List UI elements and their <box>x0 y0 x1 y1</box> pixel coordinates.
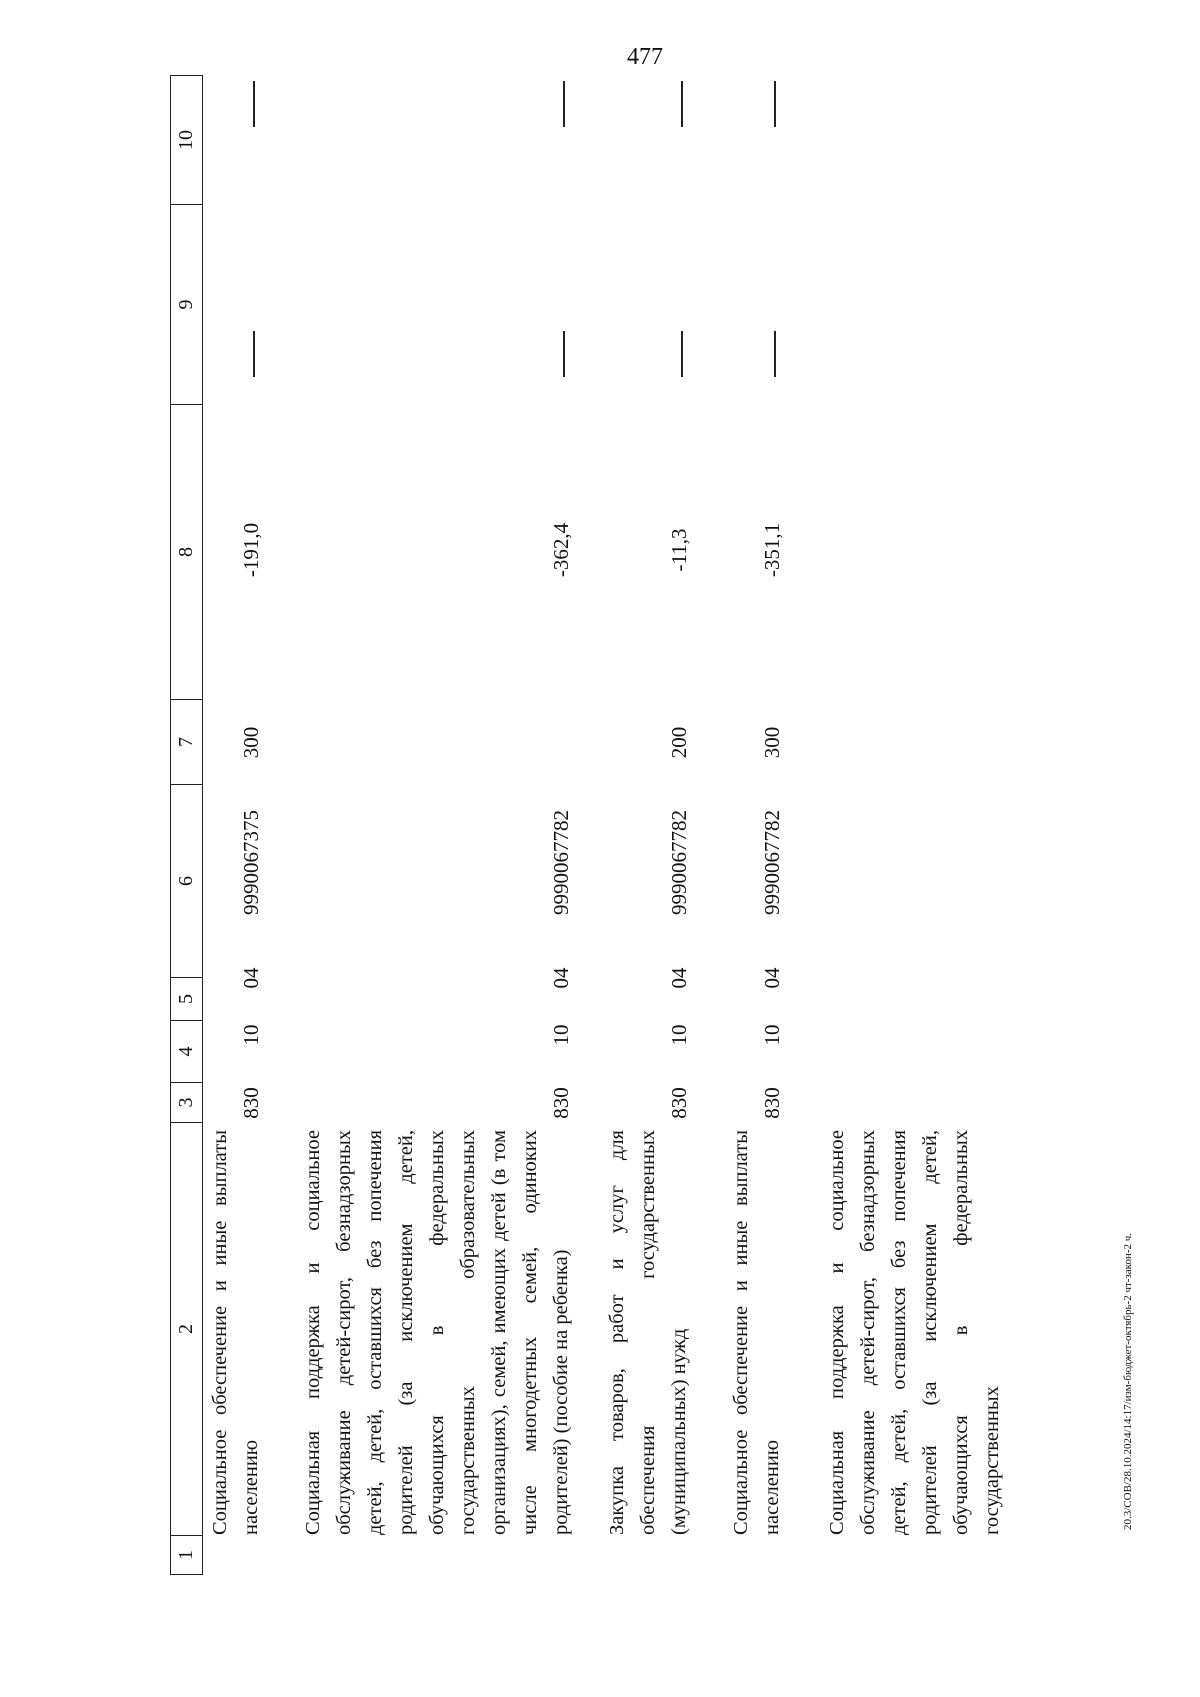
row-dash-col10 <box>681 81 683 127</box>
page-number: 477 <box>627 44 663 70</box>
row-description: Социальное обеспечение и иные выплаты населению <box>209 1130 262 1535</box>
row-dash-col9 <box>253 331 255 377</box>
row-amount: -191,0 <box>239 522 263 578</box>
row-dash-col9 <box>774 331 776 377</box>
row-dash-col10 <box>774 81 776 127</box>
column-header-1: 1 <box>170 1535 203 1575</box>
row-expense-type: 300 <box>760 726 784 759</box>
row-dash-col9 <box>681 331 683 377</box>
row-subsection: 04 <box>760 967 784 989</box>
column-header-6: 6 <box>170 784 203 977</box>
row-code-830: 830 <box>667 1087 691 1119</box>
row-dash-col10 <box>563 81 565 127</box>
row-section: 10 <box>667 1024 691 1046</box>
column-header-2: 2 <box>170 1122 203 1535</box>
row-section: 10 <box>549 1024 573 1046</box>
row-code-830: 830 <box>549 1087 573 1119</box>
column-header-5: 5 <box>170 977 203 1020</box>
footer-code: 20.3/СОВ/28.10.2024/14:17/изм-бюджет-октябрь-2 чт-закон-2 ч. <box>1122 1232 1134 1530</box>
rotated-budget-table <box>170 75 1050 1575</box>
column-header-10: 10 <box>170 75 203 204</box>
row-amount: -351,1 <box>760 522 784 578</box>
row-subsection: 04 <box>667 967 691 989</box>
column-header-7: 7 <box>170 699 203 784</box>
row-expense-type: 300 <box>239 726 263 759</box>
column-header-4: 4 <box>170 1020 203 1082</box>
row-description: Закупка товаров, работ и услуг для обеспечения государственных (муниципальных) нужд <box>606 1130 690 1535</box>
row-target-article: 9990067782 <box>667 810 691 915</box>
row-amount: -362,4 <box>549 522 573 578</box>
column-header-3: 3 <box>170 1082 203 1122</box>
column-header-8: 8 <box>170 404 203 699</box>
row-dash-col9 <box>563 331 565 377</box>
row-description: Социальная поддержка и социальное обслуживание детей-сирот, безнадзорных детей, детей, оставшихся без попечения родителей (за исключением детей, обучающихся в федеральных государственных <box>826 1130 1003 1535</box>
row-section: 10 <box>760 1024 784 1046</box>
row-target-article: 9990067782 <box>549 810 573 915</box>
row-target-article: 9990067782 <box>760 810 784 915</box>
row-description: Социальное обеспечение и иные выплаты населению <box>730 1130 783 1535</box>
row-target-article: 9990067375 <box>239 810 263 915</box>
row-section: 10 <box>239 1024 263 1046</box>
row-dash-col10 <box>253 81 255 127</box>
row-subsection: 04 <box>549 967 573 989</box>
row-subsection: 04 <box>239 967 263 989</box>
row-code-830: 830 <box>760 1087 784 1119</box>
row-expense-type: 200 <box>667 726 691 759</box>
column-header-9: 9 <box>170 204 203 404</box>
row-code-830: 830 <box>239 1087 263 1119</box>
row-description: Социальная поддержка и социальное обслуживание детей-сирот, безнадзорных детей, детей, оставшихся без попечения родителей (за исключением детей, обучающихся в федеральных государственных образовательных организациях), семей, имеющих детей (в том числе многодетных семей, одиноких родителей) (пособие на ребенка) <box>302 1130 572 1535</box>
row-amount: -11,3 <box>667 528 691 572</box>
